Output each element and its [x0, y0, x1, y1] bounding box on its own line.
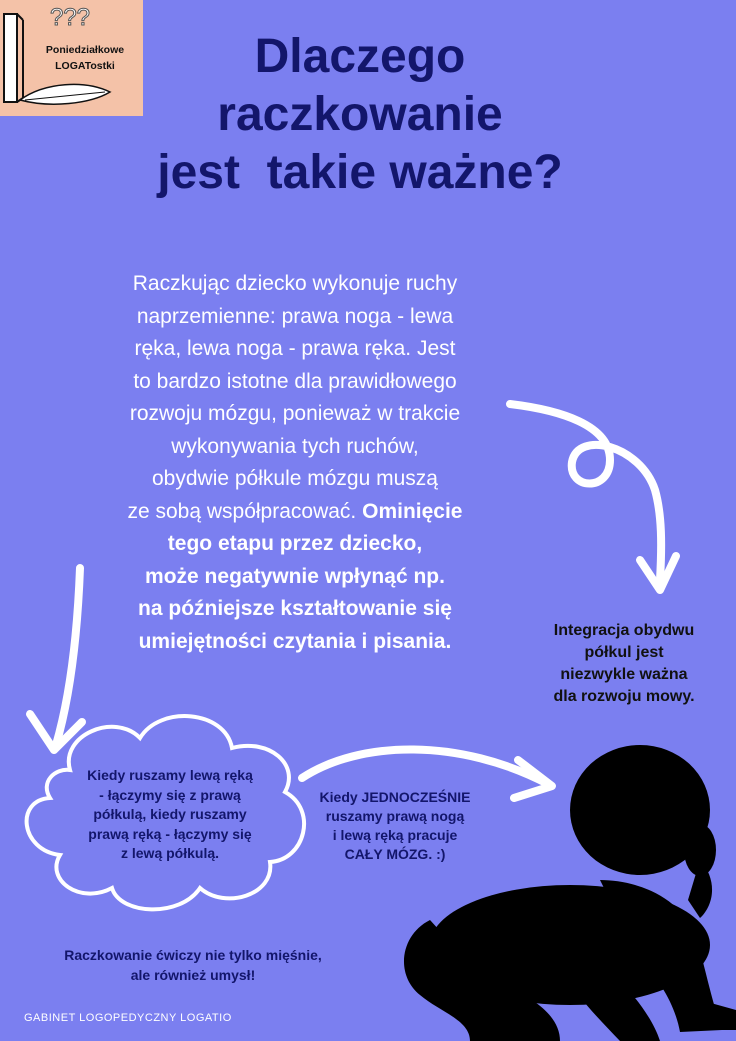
intro-paragraph: [60, 268, 530, 658]
cloud-text: [55, 766, 285, 864]
side-note: [524, 620, 724, 708]
logo-line-1: Poniedziałkowe: [45, 44, 125, 56]
intro-line: obydwie półkule mózgu muszą: [152, 467, 438, 490]
intro-emphasis-line: umiejętności czytania i pisania.: [138, 629, 452, 653]
side-note-line: niezwykle ważna: [560, 666, 688, 683]
middle-line: CAŁY MÓZG. :): [344, 846, 446, 862]
intro-emphasis-line: może negatywnie wpłynąć np.: [145, 564, 445, 588]
logo-line-2: LOGATostki: [55, 60, 115, 72]
bottom-line: ale również umysł!: [130, 967, 256, 983]
intro-emphasis-line: na późniejsze kształtowanie się: [138, 597, 452, 620]
middle-text: [300, 788, 490, 864]
logo-question-marks: ???: [49, 4, 91, 31]
title-line-2: raczkowanie: [217, 88, 503, 141]
intro-line-part: ze sobą współpracować.: [127, 499, 363, 523]
title-line-1: Dlaczego: [254, 30, 466, 83]
footer-credit: GABINET LOGOPEDYCZNY LOGATIO: [24, 1012, 232, 1024]
bottom-line: Raczkowanie ćwiczy nie tylko mięśnie,: [64, 947, 322, 963]
intro-line: wykonywania tych ruchów,: [171, 434, 419, 458]
bottom-text: [18, 945, 368, 985]
cloud-line: - łączymy się z prawą: [99, 786, 241, 803]
intro-emphasis: Ominięcie: [362, 499, 463, 523]
cloud-line: Kiedy ruszamy lewą ręką: [87, 767, 253, 783]
intro-emphasis-line: tego etapu przez dziecko,: [167, 532, 423, 555]
intro-line: Raczkując dziecko wykonuje ruchy: [132, 272, 458, 295]
cloud-line: z lewą półkulą.: [120, 845, 220, 861]
intro-line: rozwoju mózgu, ponieważ w trakcie: [129, 402, 461, 425]
intro-line: ręka, lewa noga - prawa ręka. Jest: [134, 337, 456, 360]
intro-line: [60, 496, 530, 529]
right-curved-arrow-icon: [510, 404, 676, 590]
side-note-line: Integracja obydwu: [553, 622, 695, 639]
middle-line: ruszamy prawą nogą: [325, 808, 465, 824]
side-note-line: półkul jest: [584, 644, 664, 661]
intro-line: to bardzo istotne dla prawidłowego: [133, 369, 457, 393]
middle-line: Kiedy JEDNOCZEŚNIE: [319, 789, 471, 805]
middle-line: i lewą ręką pracuje: [332, 827, 458, 843]
cloud-line: półkulą, kiedy ruszamy: [93, 806, 247, 822]
side-note-line: dla rozwoju mowy.: [553, 688, 695, 705]
intro-line: naprzemienne: prawa noga - lewa: [136, 304, 454, 328]
title-line-3: jest takie ważne?: [157, 146, 563, 199]
cloud-line: prawą ręką - łączymy się: [88, 825, 252, 842]
